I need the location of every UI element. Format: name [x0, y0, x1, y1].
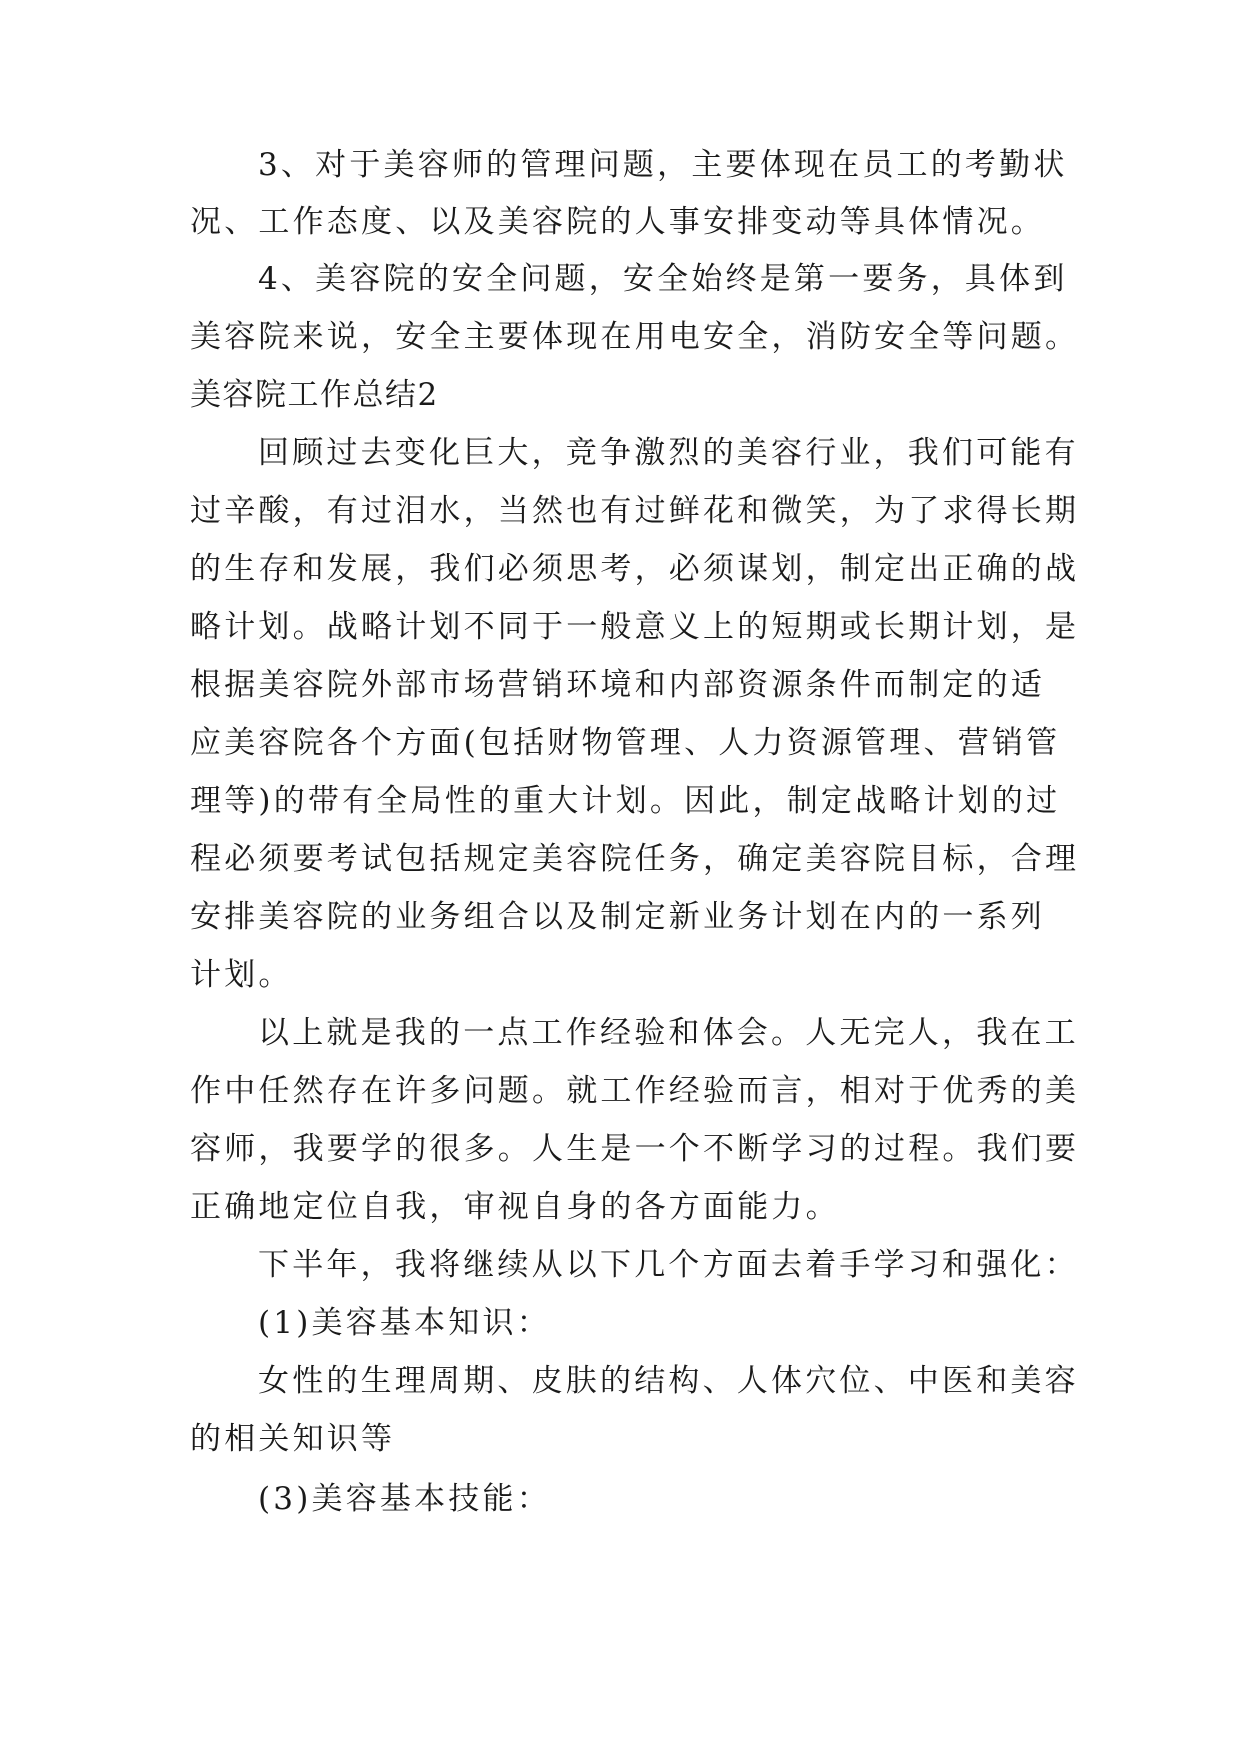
text-line: 程必须要考试包括规定美容院任务，确定美容院目标，合理 [190, 841, 1080, 877]
text-line: 过辛酸，有过泪水，当然也有过鲜花和微笑，为了求得长期 [190, 493, 1080, 529]
text-line: 根据美容院外部市场营销环境和内部资源条件而制定的适 [190, 667, 1045, 703]
text-line: 计划。 [190, 957, 293, 993]
text-line: 安排美容院的业务组合以及制定新业务计划在内的一系列 [190, 899, 1045, 935]
text-line: 下半年，我将继续从以下几个方面去着手学习和强化： [258, 1247, 1079, 1283]
text-line: 理等)的带有全局性的重大计划。因此，制定战略计划的过 [190, 783, 1061, 819]
text-line: 美容院来说，安全主要体现在用电安全，消防安全等问题。 [190, 319, 1080, 355]
text-line: (1)美容基本知识： [258, 1305, 551, 1341]
text-line: 略计划。战略计划不同于一般意义上的短期或长期计划，是 [190, 609, 1080, 645]
text-line: 回顾过去变化巨大，竞争激烈的美容行业，我们可能有 [258, 435, 1079, 471]
section-heading: 美容院工作总结2 [190, 377, 439, 413]
text-line: 的生存和发展，我们必须思考，必须谋划，制定出正确的战 [190, 551, 1080, 587]
text-line: 容师，我要学的很多。人生是一个不断学习的过程。我们要 [190, 1131, 1080, 1167]
text-line: 以上就是我的一点工作经验和体会。人无完人，我在工 [258, 1015, 1079, 1051]
text-line: 况、工作态度、以及美容院的人事安排变动等具体情况。 [190, 204, 1045, 240]
text-line: 应美容院各个方面(包括财物管理、人力资源管理、营销管 [190, 725, 1061, 761]
text-line: 正确地定位自我，审视自身的各方面能力。 [190, 1189, 840, 1225]
text-line: 3、对于美容师的管理问题，主要体现在员工的考勤状 [258, 147, 1068, 183]
text-line: 女性的生理周期、皮肤的结构、人体穴位、中医和美容 [258, 1363, 1079, 1399]
text-line: 的相关知识等 [190, 1421, 396, 1457]
text-line: 4、美容院的安全问题，安全始终是第一要务，具体到 [258, 261, 1068, 297]
text-line: 作中任然存在许多问题。就工作经验而言，相对于优秀的美 [190, 1073, 1080, 1109]
text-line: (3)美容基本技能： [258, 1481, 551, 1517]
